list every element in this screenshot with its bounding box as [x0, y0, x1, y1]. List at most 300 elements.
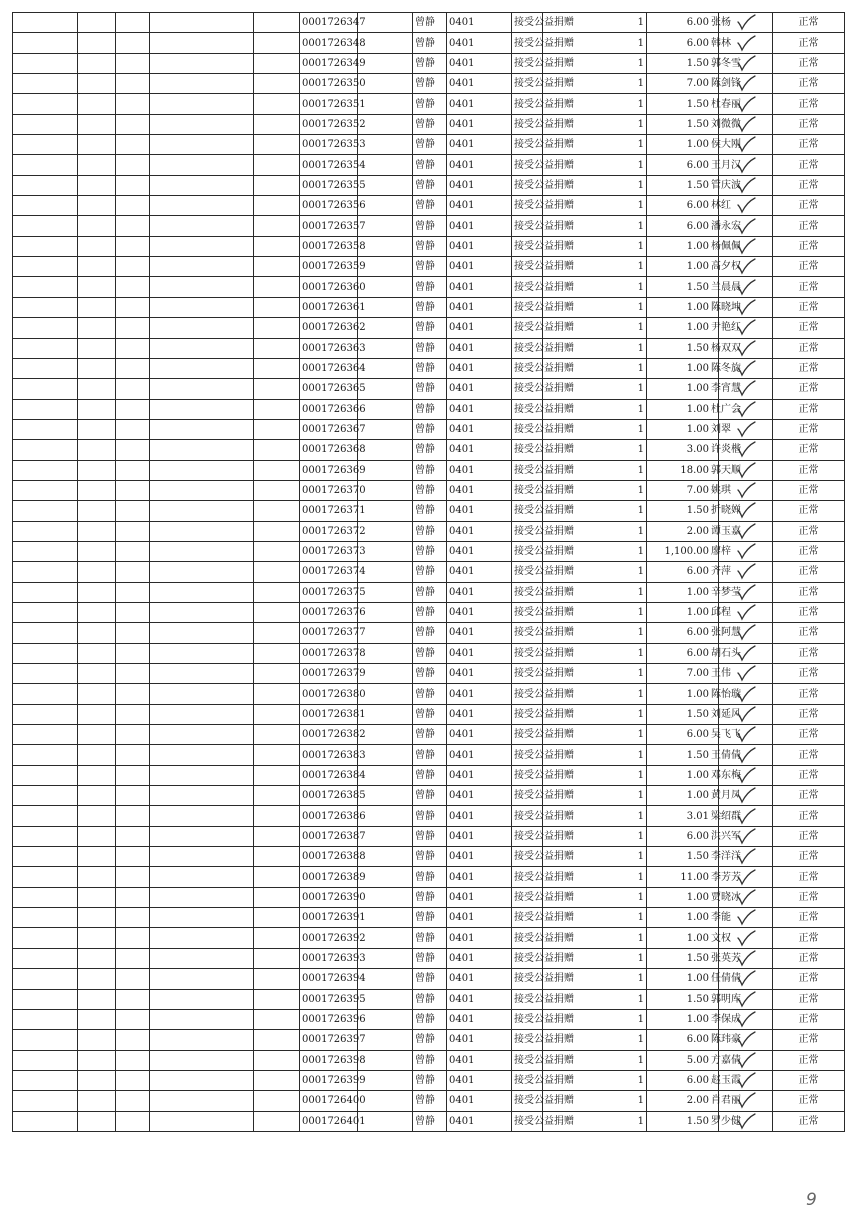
status-cell: 正常	[773, 908, 845, 928]
blank-cell	[116, 114, 150, 134]
amount-name-cell	[647, 1091, 741, 1111]
table-row	[13, 277, 845, 297]
blank-cell	[78, 786, 116, 806]
status-cell: 正常	[773, 541, 845, 561]
donor-name: 刘延风	[711, 708, 741, 720]
receipt-id-cell: 0001726401	[300, 1111, 358, 1131]
amount-value: 7.00	[686, 485, 709, 497]
table-row	[13, 887, 845, 907]
handwritten-check-icon	[732, 542, 760, 561]
donor-name: 郭天顺	[711, 464, 741, 476]
status-cell: 正常	[773, 664, 845, 684]
code-cell: 0401	[447, 338, 512, 358]
code-cell: 0401	[447, 1070, 512, 1090]
blank-cell	[78, 521, 116, 541]
status-cell: 正常	[773, 318, 845, 338]
blank-cell	[78, 745, 116, 765]
donor-name: 林红	[711, 200, 731, 212]
code-cell: 0401	[447, 135, 512, 155]
handler-cell: 曾静	[413, 318, 447, 338]
handler-cell: 曾静	[413, 74, 447, 94]
blank-cell	[78, 1091, 116, 1111]
blank-cell	[254, 114, 300, 134]
table-row	[13, 1091, 845, 1111]
blank-cell	[116, 806, 150, 826]
blank-cell	[116, 582, 150, 602]
code-cell: 0401	[447, 969, 512, 989]
blank-cell	[254, 1091, 300, 1111]
quantity-cell: 1	[543, 277, 647, 297]
blank-cell	[358, 74, 413, 94]
amount-name-cell	[647, 338, 741, 358]
amount-value: 1.00	[686, 322, 709, 334]
table-row	[13, 318, 845, 338]
amount-value: 1.00	[686, 261, 709, 273]
blank-cell	[150, 74, 254, 94]
handler-cell: 曾静	[413, 1030, 447, 1050]
amount-value: 1.00	[686, 383, 709, 395]
handler-cell: 曾静	[413, 1050, 447, 1070]
donor-name: 姚琪	[711, 485, 731, 497]
donor-name: 兰晨晨	[711, 281, 741, 293]
handler-cell: 曾静	[413, 1009, 447, 1029]
blank-cell	[150, 908, 254, 928]
blank-cell	[358, 419, 413, 439]
blank-cell	[358, 1070, 413, 1090]
item-cell: 接受公益捐赠	[512, 257, 543, 277]
item-cell: 接受公益捐赠	[512, 216, 543, 236]
table-row	[13, 664, 845, 684]
receipt-id-cell: 0001726397	[300, 1030, 358, 1050]
amount-value: 1.50	[686, 118, 709, 130]
table-row	[13, 806, 845, 826]
blank-cell	[116, 826, 150, 846]
blank-cell	[358, 277, 413, 297]
amount-value: 6.00	[686, 647, 709, 659]
donor-name: 张阿慧	[711, 627, 741, 639]
donor-name: 廖梓	[711, 546, 731, 558]
table-row	[13, 684, 845, 704]
item-cell: 接受公益捐赠	[512, 562, 543, 582]
item-cell: 接受公益捐赠	[512, 297, 543, 317]
status-cell: 正常	[773, 826, 845, 846]
amount-name-cell	[647, 1070, 741, 1090]
table-row	[13, 440, 845, 460]
table-row	[13, 623, 845, 643]
blank-cell	[358, 704, 413, 724]
blank-cell	[358, 928, 413, 948]
status-cell: 正常	[773, 399, 845, 419]
code-cell: 0401	[447, 826, 512, 846]
handler-cell: 曾静	[413, 155, 447, 175]
quantity-cell: 1	[543, 216, 647, 236]
quantity-cell: 1	[543, 521, 647, 541]
item-cell: 接受公益捐赠	[512, 379, 543, 399]
quantity-cell: 1	[543, 13, 647, 33]
item-cell: 接受公益捐赠	[512, 928, 543, 948]
blank-cell	[254, 196, 300, 216]
quantity-cell: 1	[543, 236, 647, 256]
blank-cell	[116, 1091, 150, 1111]
donor-name: 梁绍群	[711, 810, 741, 822]
blank-cell	[150, 623, 254, 643]
item-cell: 接受公益捐赠	[512, 338, 543, 358]
amount-name-cell	[647, 1009, 741, 1029]
item-cell: 接受公益捐赠	[512, 155, 543, 175]
blank-cell	[13, 541, 78, 561]
blank-cell	[78, 277, 116, 297]
status-cell: 正常	[773, 196, 845, 216]
blank-cell	[150, 969, 254, 989]
blank-cell	[254, 135, 300, 155]
quantity-cell: 1	[543, 765, 647, 785]
code-cell: 0401	[447, 684, 512, 704]
blank-cell	[13, 1070, 78, 1090]
blank-cell	[150, 155, 254, 175]
amount-value: 1.00	[686, 912, 709, 924]
blank-cell	[78, 562, 116, 582]
blank-cell	[116, 602, 150, 622]
amount-value: 11.00	[680, 871, 709, 883]
item-cell: 接受公益捐赠	[512, 745, 543, 765]
amount-value: 1.00	[686, 363, 709, 375]
blank-cell	[254, 53, 300, 73]
code-cell: 0401	[447, 419, 512, 439]
item-cell: 接受公益捐赠	[512, 867, 543, 887]
blank-cell	[254, 725, 300, 745]
handwritten-check-icon	[732, 908, 760, 927]
donor-name: 李芳芳	[711, 871, 741, 883]
quantity-cell: 1	[543, 541, 647, 561]
donor-name: 潘永宏	[711, 220, 741, 232]
amount-name-cell	[647, 216, 741, 236]
amount-value: 1.00	[686, 688, 709, 700]
blank-cell	[254, 419, 300, 439]
receipt-id-cell: 0001726351	[300, 94, 358, 114]
handler-cell: 曾静	[413, 94, 447, 114]
blank-cell	[254, 257, 300, 277]
blank-cell	[13, 623, 78, 643]
code-cell: 0401	[447, 745, 512, 765]
amount-name-cell	[647, 480, 731, 500]
blank-cell	[150, 928, 254, 948]
blank-cell	[116, 318, 150, 338]
quantity-cell: 1	[543, 196, 647, 216]
receipt-id-cell: 0001726388	[300, 847, 358, 867]
blank-cell	[13, 786, 78, 806]
code-cell: 0401	[447, 867, 512, 887]
status-cell: 正常	[773, 419, 845, 439]
blank-cell	[13, 989, 78, 1009]
code-cell: 0401	[447, 786, 512, 806]
code-cell: 0401	[447, 582, 512, 602]
blank-cell	[78, 419, 116, 439]
blank-cell	[13, 562, 78, 582]
blank-cell	[116, 684, 150, 704]
handler-cell: 曾静	[413, 908, 447, 928]
blank-cell	[150, 887, 254, 907]
blank-cell	[78, 216, 116, 236]
receipt-id-cell: 0001726364	[300, 358, 358, 378]
quantity-cell: 1	[543, 704, 647, 724]
donor-name: 高夕权	[711, 261, 741, 273]
quantity-cell: 1	[543, 297, 647, 317]
blank-cell	[13, 908, 78, 928]
item-cell: 接受公益捐赠	[512, 623, 543, 643]
blank-cell	[78, 155, 116, 175]
code-cell: 0401	[447, 562, 512, 582]
quantity-cell: 1	[543, 419, 647, 439]
amount-value: 1.00	[686, 607, 709, 619]
table-row	[13, 216, 845, 236]
quantity-cell: 1	[543, 358, 647, 378]
blank-cell	[78, 602, 116, 622]
table-row	[13, 908, 845, 928]
item-cell: 接受公益捐赠	[512, 419, 543, 439]
blank-cell	[13, 704, 78, 724]
status-cell: 正常	[773, 806, 845, 826]
quantity-cell: 1	[543, 948, 647, 968]
blank-cell	[116, 379, 150, 399]
code-cell: 0401	[447, 480, 512, 500]
amount-name-cell	[647, 419, 731, 439]
code-cell: 0401	[447, 643, 512, 663]
receipt-id-cell: 0001726368	[300, 440, 358, 460]
blank-cell	[358, 765, 413, 785]
table-row	[13, 928, 845, 948]
blank-cell	[254, 175, 300, 195]
table-row	[13, 1050, 845, 1070]
blank-cell	[150, 602, 254, 622]
code-cell: 0401	[447, 1009, 512, 1029]
donor-name: 郭冬雪	[711, 57, 741, 69]
donor-name: 洪兴军	[711, 830, 741, 842]
table-row	[13, 521, 845, 541]
quantity-cell: 1	[543, 1009, 647, 1029]
status-cell: 正常	[773, 135, 845, 155]
status-cell: 正常	[773, 297, 845, 317]
receipt-id-cell: 0001726353	[300, 135, 358, 155]
blank-cell	[13, 460, 78, 480]
quantity-cell: 1	[543, 582, 647, 602]
receipt-id-cell: 0001726370	[300, 480, 358, 500]
code-cell: 0401	[447, 541, 512, 561]
item-cell: 接受公益捐赠	[512, 725, 543, 745]
blank-cell	[13, 765, 78, 785]
amount-value: 1.50	[686, 505, 709, 517]
blank-cell	[78, 1070, 116, 1090]
blank-cell	[116, 887, 150, 907]
blank-cell	[150, 765, 254, 785]
receipt-id-cell: 0001726382	[300, 725, 358, 745]
amount-value: 1.00	[686, 891, 709, 903]
receipt-id-cell: 0001726356	[300, 196, 358, 216]
handler-cell: 曾静	[413, 501, 447, 521]
blank-cell	[13, 521, 78, 541]
donor-name: 杜广会	[711, 403, 741, 415]
amount-value: 1.50	[686, 98, 709, 110]
blank-cell	[116, 1050, 150, 1070]
blank-cell	[78, 623, 116, 643]
status-cell: 正常	[773, 725, 845, 745]
amount-value: 6.00	[686, 200, 709, 212]
donor-name: 方嘉倩	[711, 1054, 741, 1066]
receipt-id-cell: 0001726390	[300, 887, 358, 907]
item-cell: 接受公益捐赠	[512, 908, 543, 928]
blank-cell	[78, 582, 116, 602]
blank-cell	[150, 989, 254, 1009]
blank-cell	[13, 175, 78, 195]
blank-cell	[150, 521, 254, 541]
status-cell: 正常	[773, 745, 845, 765]
status-cell: 正常	[773, 643, 845, 663]
blank-cell	[358, 521, 413, 541]
blank-cell	[358, 725, 413, 745]
amount-name-cell	[647, 236, 741, 256]
blank-cell	[254, 74, 300, 94]
blank-cell	[78, 399, 116, 419]
blank-cell	[150, 277, 254, 297]
blank-cell	[254, 1050, 300, 1070]
handler-cell: 曾静	[413, 419, 447, 439]
blank-cell	[13, 440, 78, 460]
blank-cell	[78, 440, 116, 460]
quantity-cell: 1	[543, 74, 647, 94]
receipt-id-cell: 0001726400	[300, 1091, 358, 1111]
blank-cell	[358, 379, 413, 399]
item-cell: 接受公益捐赠	[512, 847, 543, 867]
status-cell: 正常	[773, 765, 845, 785]
quantity-cell: 1	[543, 33, 647, 53]
handler-cell: 曾静	[413, 643, 447, 663]
donor-name: 黄月凤	[711, 790, 741, 802]
handler-cell: 曾静	[413, 399, 447, 419]
receipt-id-cell: 0001726360	[300, 277, 358, 297]
amount-name-cell	[647, 541, 731, 561]
donor-name: 韩林	[711, 37, 731, 49]
handler-cell: 曾静	[413, 358, 447, 378]
blank-cell	[150, 135, 254, 155]
amount-value: 6.00	[686, 37, 709, 49]
blank-cell	[150, 541, 254, 561]
item-cell: 接受公益捐赠	[512, 135, 543, 155]
quantity-cell: 1	[543, 847, 647, 867]
item-cell: 接受公益捐赠	[512, 704, 543, 724]
blank-cell	[358, 358, 413, 378]
blank-cell	[150, 664, 254, 684]
blank-cell	[150, 175, 254, 195]
handler-cell: 曾静	[413, 480, 447, 500]
donor-name: 杨佩佩	[711, 240, 741, 252]
handwritten-check-icon	[732, 420, 760, 439]
blank-cell	[78, 826, 116, 846]
code-cell: 0401	[447, 33, 512, 53]
item-cell: 接受公益捐赠	[512, 541, 543, 561]
blank-cell	[78, 887, 116, 907]
blank-cell	[254, 501, 300, 521]
blank-cell	[150, 806, 254, 826]
code-cell: 0401	[447, 460, 512, 480]
blank-cell	[116, 419, 150, 439]
blank-cell	[13, 338, 78, 358]
blank-cell	[78, 175, 116, 195]
blank-cell	[13, 399, 78, 419]
quantity-cell: 1	[543, 684, 647, 704]
table-row	[13, 562, 845, 582]
status-cell: 正常	[773, 33, 845, 53]
donor-name: 杜春丽	[711, 98, 741, 110]
quantity-cell: 1	[543, 562, 647, 582]
handler-cell: 曾静	[413, 745, 447, 765]
blank-cell	[78, 460, 116, 480]
blank-cell	[254, 216, 300, 236]
handler-cell: 曾静	[413, 460, 447, 480]
handler-cell: 曾静	[413, 277, 447, 297]
receipt-id-cell: 0001726350	[300, 74, 358, 94]
blank-cell	[13, 53, 78, 73]
blank-cell	[13, 1050, 78, 1070]
quantity-cell: 1	[543, 440, 647, 460]
blank-cell	[116, 664, 150, 684]
blank-cell	[78, 480, 116, 500]
amount-name-cell	[647, 501, 741, 521]
blank-cell	[358, 135, 413, 155]
amount-name-cell	[647, 379, 741, 399]
donor-name: 管庆波	[711, 179, 741, 191]
status-cell: 正常	[773, 786, 845, 806]
receipt-id-cell: 0001726394	[300, 969, 358, 989]
donor-name: 郭明库	[711, 993, 741, 1005]
status-cell: 正常	[773, 440, 845, 460]
handler-cell: 曾静	[413, 928, 447, 948]
table-row	[13, 94, 845, 114]
amount-name-cell	[647, 989, 741, 1009]
quantity-cell: 1	[543, 501, 647, 521]
blank-cell	[116, 74, 150, 94]
blank-cell	[116, 460, 150, 480]
blank-cell	[13, 33, 78, 53]
quantity-cell: 1	[543, 643, 647, 663]
receipt-id-cell: 0001726391	[300, 908, 358, 928]
receipt-id-cell: 0001726371	[300, 501, 358, 521]
blank-cell	[13, 826, 78, 846]
amount-name-cell	[647, 908, 731, 928]
blank-cell	[116, 948, 150, 968]
item-cell: 接受公益捐赠	[512, 684, 543, 704]
donor-name: 王伟	[711, 668, 731, 680]
status-cell: 正常	[773, 379, 845, 399]
donor-name: 邓东梅	[711, 769, 741, 781]
blank-cell	[150, 440, 254, 460]
blank-cell	[116, 175, 150, 195]
donor-name: 辛梦莹	[711, 586, 741, 598]
handler-cell: 曾静	[413, 1091, 447, 1111]
blank-cell	[150, 867, 254, 887]
blank-cell	[254, 989, 300, 1009]
blank-cell	[358, 867, 413, 887]
blank-cell	[150, 33, 254, 53]
handler-cell: 曾静	[413, 175, 447, 195]
quantity-cell: 1	[543, 664, 647, 684]
quantity-cell: 1	[543, 338, 647, 358]
blank-cell	[13, 114, 78, 134]
amount-value: 1.50	[686, 993, 709, 1005]
blank-cell	[13, 725, 78, 745]
blank-cell	[13, 1009, 78, 1029]
code-cell: 0401	[447, 725, 512, 745]
blank-cell	[358, 541, 413, 561]
receipt-id-cell: 0001726383	[300, 745, 358, 765]
